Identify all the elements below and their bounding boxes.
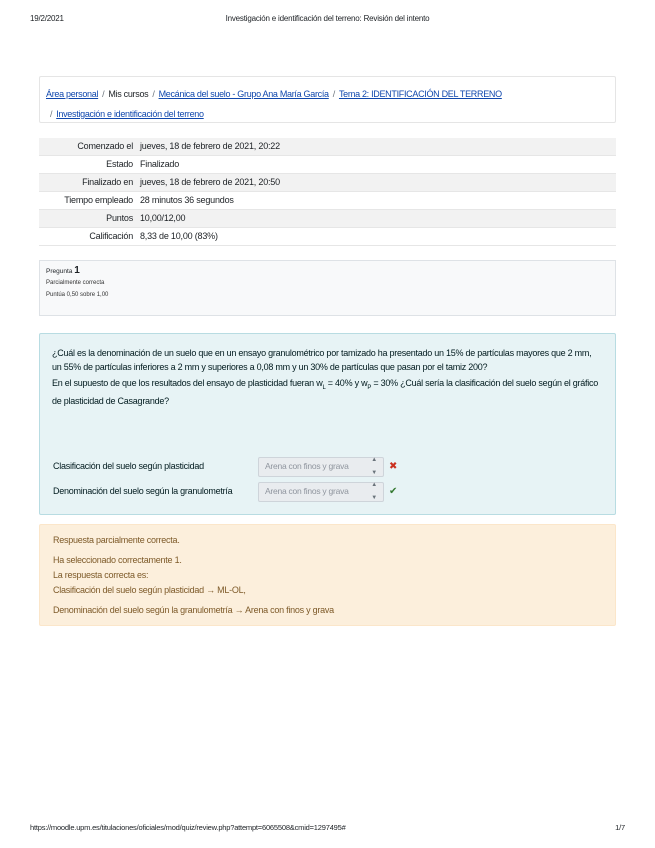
summary-row-started <box>39 138 616 156</box>
breadcrumb-separator: / <box>50 109 53 119</box>
summary-value: 10,00/12,00 <box>140 213 186 223</box>
answer-feedback <box>39 524 616 626</box>
summary-label: Calificación <box>89 231 133 241</box>
plasticity-select[interactable] <box>258 457 384 477</box>
summary-value: Finalizado <box>140 159 180 169</box>
summary-value: 8,33 de 10,00 (83%) <box>140 231 218 241</box>
summary-row-state <box>39 156 616 174</box>
breadcrumb <box>39 76 616 123</box>
print-url: https://moodle.upm.es/titulaciones/oficiales/mod/quiz/review.php?attempt=6065508&cmid=1297495# <box>30 823 346 832</box>
correct-icon: ✔ <box>389 486 398 498</box>
breadcrumb-area-personal[interactable]: Área personal <box>46 89 99 99</box>
summary-label: Finalizado en <box>82 177 133 187</box>
select-caret-icon: ▲ ▼ <box>371 456 377 476</box>
summary-value: jueves, 18 de febrero de 2021, 20:22 <box>140 141 280 151</box>
question-info <box>39 260 616 316</box>
match-row-plasticity <box>53 457 397 477</box>
match-row-granulometry <box>53 482 397 502</box>
question-text: ¿Cuál es la denominación de un suelo que en un ensayo granulométrico por tamizado ha presentado un 15% de partículas mayores que 2 mm, un 55% de partículas inferiores a 2 mm y superiores a 0,08 mm y un 30% de partículas que pasan por el tamiz 200? <box>52 348 592 372</box>
print-title: Investigación e identificación del terreno: Revisión del intento <box>225 14 430 23</box>
print-page-number: 1/7 <box>615 823 625 832</box>
breadcrumb-mis-cursos: Mis cursos <box>108 89 149 99</box>
breadcrumb-quiz[interactable]: Investigación e identificación del terreno <box>56 109 204 119</box>
question-grade: Puntúa 0,50 sobre 1,00 <box>46 292 109 298</box>
granulometry-select[interactable] <box>258 482 384 502</box>
attempt-summary-table <box>39 138 616 246</box>
breadcrumb-topic[interactable]: Tema 2: IDENTIFICACIÓN DEL TERRENO <box>338 89 502 99</box>
summary-label: Puntos <box>106 213 133 223</box>
print-date: 19/2/2021 <box>30 14 64 23</box>
feedback-answer-2: Denominación del suelo según la granulometría → Arena con finos y grava <box>53 605 334 615</box>
feedback-answer-1: Clasificación del suelo según plasticidad → ML-OL, <box>53 585 246 595</box>
question-state: Parcialmente correcta <box>46 280 105 286</box>
summary-value: 28 minutos 36 segundos <box>140 195 234 205</box>
question-number <box>46 265 609 276</box>
question-text-plasticity: En el supuesto de que los resultados del ensayo de plasticidad fueran $w_L = 40\%$ y $w_P = 30\%$ ¿Cuál sería la clasificación del suelo según el gráfico de plasticidad de Casagrande? <box>52 378 598 407</box>
incorrect-icon: ✖ <box>389 461 398 473</box>
feedback-correct-intro: La respuesta correcta es: <box>53 570 149 580</box>
question-prefix: Pregunta <box>46 268 73 275</box>
breadcrumb-separator: / <box>102 89 105 99</box>
match-label: Clasificación del suelo según plasticidad <box>53 461 204 472</box>
summary-label: Tiempo empleado <box>64 195 133 205</box>
summary-row-grade <box>39 228 616 246</box>
feedback-summary: Respuesta parcialmente correcta. <box>53 535 180 545</box>
summary-value: jueves, 18 de febrero de 2021, 20:50 <box>140 177 280 187</box>
select-caret-icon: ▲ ▼ <box>371 481 377 501</box>
summary-label: Estado <box>106 159 133 169</box>
match-label: Denominación del suelo según la granulometría <box>53 486 233 497</box>
select-value: Arena con finos y grava <box>265 486 349 497</box>
breadcrumb-separator: / <box>152 89 155 99</box>
summary-row-time <box>39 192 616 210</box>
summary-row-finished <box>39 174 616 192</box>
question-number-value: 1 <box>74 265 80 276</box>
select-value: Arena con finos y grava <box>265 461 349 472</box>
breadcrumb-course[interactable]: Mecánica del suelo - Grupo Ana María García <box>158 89 329 99</box>
question-formulation <box>39 333 616 515</box>
breadcrumb-separator: / <box>332 89 335 99</box>
summary-label: Comenzado el <box>77 141 133 151</box>
summary-row-marks <box>39 210 616 228</box>
feedback-selected-count: Ha seleccionado correctamente 1. <box>53 555 182 565</box>
